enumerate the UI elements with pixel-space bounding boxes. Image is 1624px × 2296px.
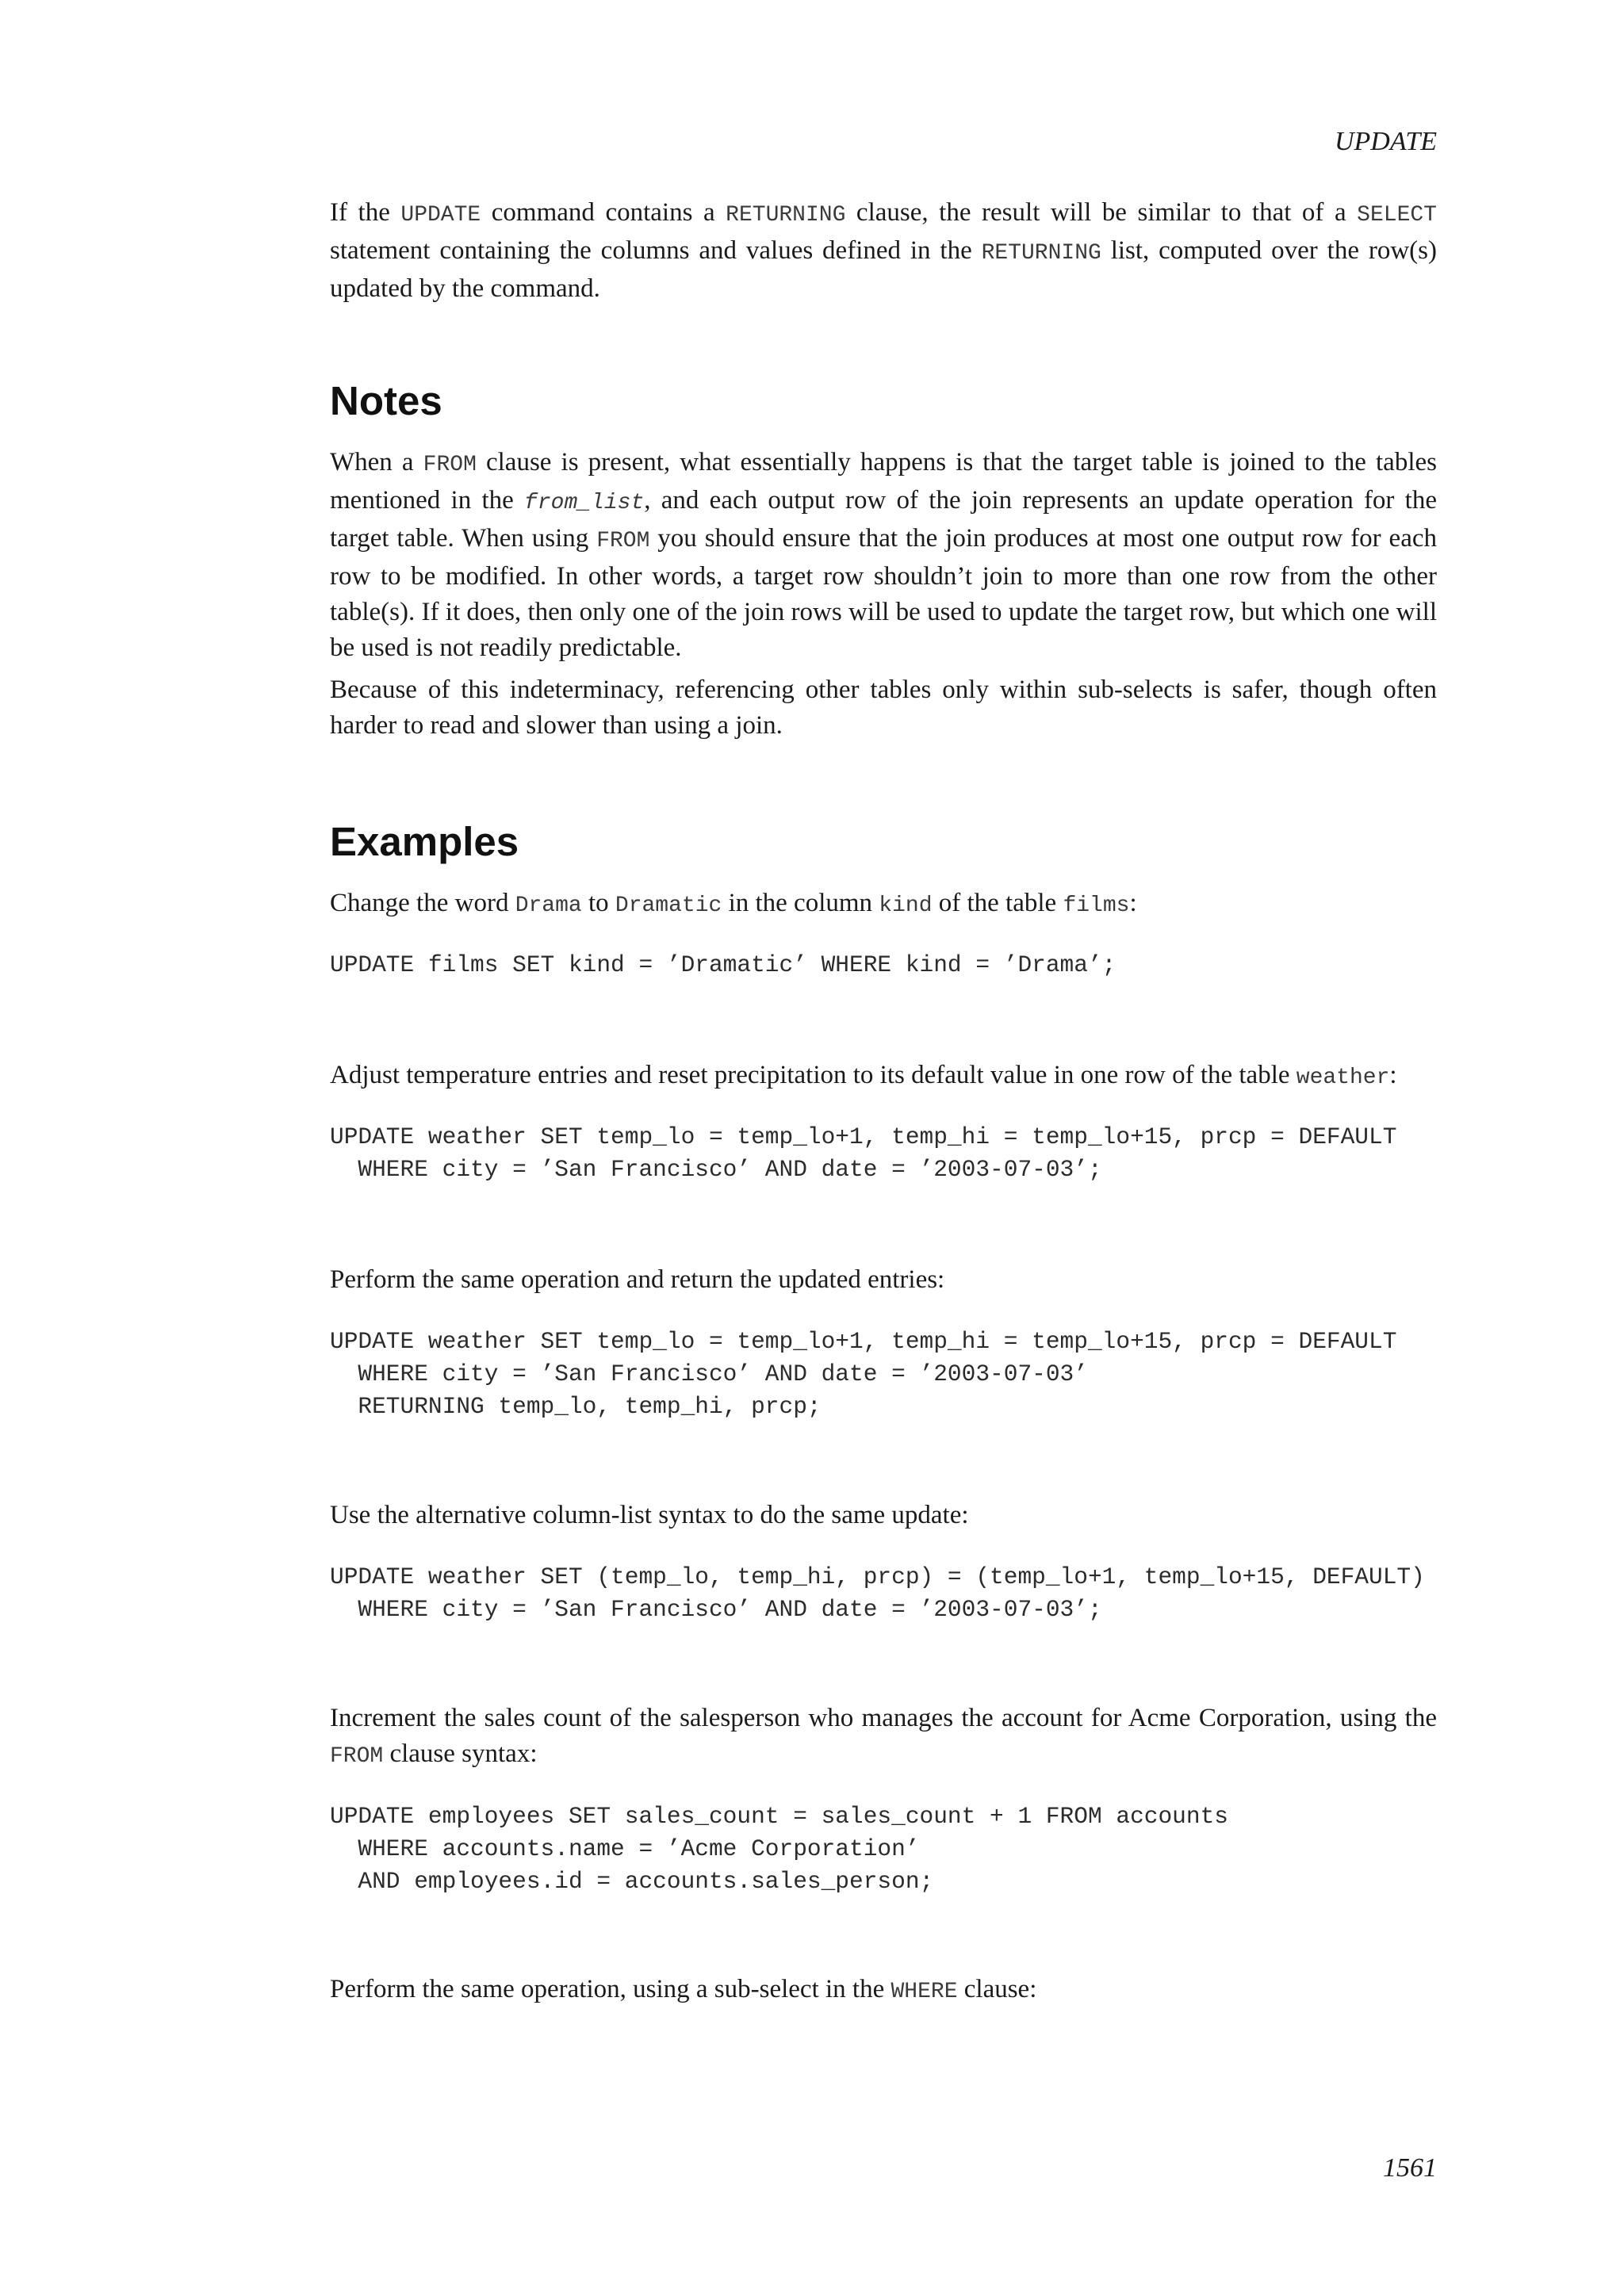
inline-code: RETURNING <box>981 241 1101 266</box>
inline-code: weather <box>1296 1066 1390 1090</box>
inline-code: FROM <box>596 529 650 553</box>
example-3-code: UPDATE weather SET temp_lo = temp_lo+1, temp_hi = temp_lo+15, prcp = DEFAULT WHERE city = ’San Francisco’ AND date = ’2003-07-03’ RETURNING temp_lo, temp_hi, prcp; <box>330 1328 1397 1420</box>
inline-code: UPDATE <box>400 203 481 228</box>
example-2-description: Adjust temperature entries and reset precipitation to its default value in one row of the table weather: <box>330 1061 1397 1090</box>
inline-code: FROM <box>423 453 477 477</box>
running-header: UPDATE <box>1334 127 1437 156</box>
inline-code: Dramatic <box>615 894 722 918</box>
example-5-description: Increment the sales count of the salesperson who manages the account for Acme Corporation, using the FROM clause syntax: <box>330 1704 1437 1769</box>
examples-heading: Examples <box>330 819 519 864</box>
notes-paragraph-2: Because of this indeterminacy, referencing other tables only within sub-selects is safer, though often harder to read and slower than using a join. <box>330 675 1437 740</box>
example-1-code: UPDATE films SET kind = ’Dramatic’ WHERE kind = ’Drama’; <box>330 951 1116 978</box>
example-5-code: UPDATE employees SET sales_count = sales_count + 1 FROM accounts WHERE accounts.name = ’Acme Corporation’ AND employees.id = accounts.sales_person; <box>330 1803 1228 1895</box>
inline-code: SELECT <box>1357 203 1437 228</box>
notes-paragraph-1: When a FROM clause is present, what essentially happens is that the target table is joined to the tables mentioned in the from_list, and each output row of the join represents an update operation for the target table. When using FROM you should ensure that the join produces at most one output row for each row to be modified. In other words, a target row shouldn’t join to more than one row from the other table(s). If it does, then only one of the join rows will be used to update the target row, but which one will be used is not readily predictable. <box>330 448 1437 662</box>
example-4-code: UPDATE weather SET (temp_lo, temp_hi, prcp) = (temp_lo+1, temp_lo+15, DEFAULT) WHERE city = ’San Francisco’ AND date = ’2003-07-03’; <box>330 1563 1425 1623</box>
example-4-description: Use the alternative column-list syntax to do the same update: <box>330 1501 969 1529</box>
intro-paragraph: If the UPDATE command contains a RETURNING clause, the result will be similar to that of a SELECT statement containing the columns and values defined in the RETURNING list, computed over the row(s) updated by the command. <box>330 198 1437 303</box>
page-number: 1561 <box>1383 2153 1437 2183</box>
inline-code-replaceable: from_list <box>524 491 645 515</box>
notes-heading: Notes <box>330 378 442 423</box>
inline-code: WHERE <box>891 1980 958 2004</box>
inline-code: kind <box>879 894 933 918</box>
example-3-description: Perform the same operation and return the updated entries: <box>330 1265 945 1294</box>
inline-code: RETURNING <box>726 203 846 228</box>
example-6-description: Perform the same operation, using a sub-select in the WHERE clause: <box>330 1975 1037 2004</box>
inline-code: films <box>1063 894 1130 918</box>
example-1-description: Change the word Drama to Dramatic in the column kind of the table films: <box>330 889 1137 918</box>
inline-code: Drama <box>515 894 582 918</box>
inline-code: FROM <box>330 1744 384 1769</box>
example-2-code: UPDATE weather SET temp_lo = temp_lo+1, temp_hi = temp_lo+15, prcp = DEFAULT WHERE city = ’San Francisco’ AND date = ’2003-07-03’; <box>330 1123 1397 1183</box>
